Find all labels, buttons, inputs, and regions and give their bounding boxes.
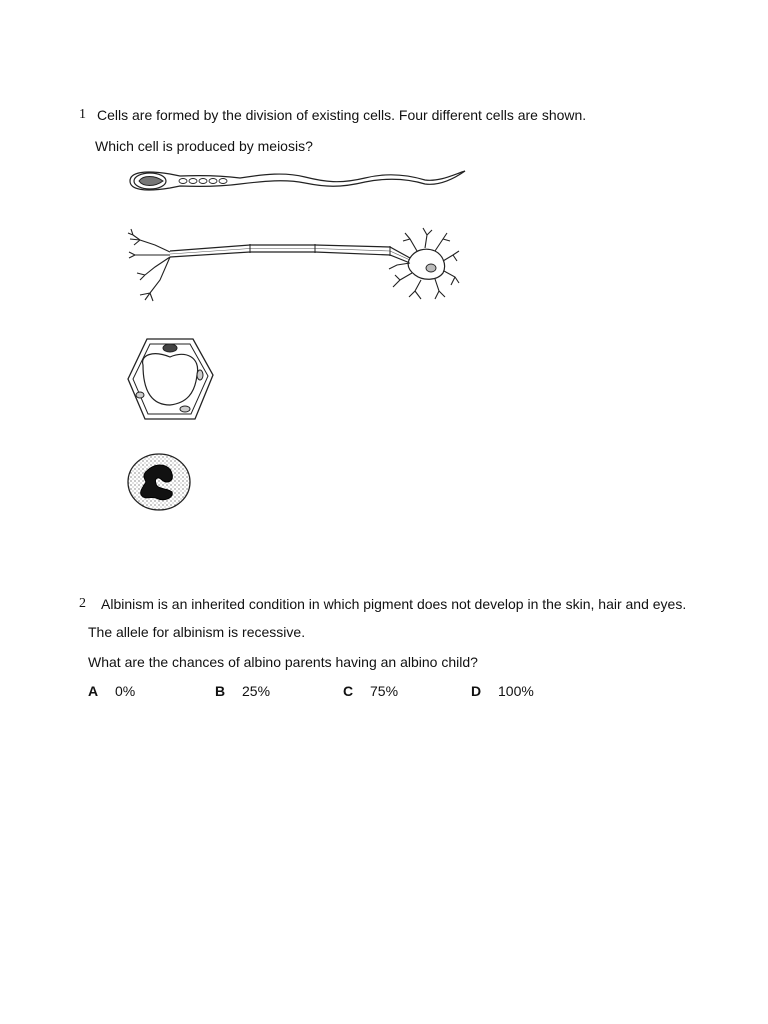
option-a-letter: A [88,683,99,699]
sperm-cell-illustration [125,166,470,196]
question-1-stem: Cells are formed by the division of existing cells. Four different cells are shown. [97,107,587,123]
question-2-prompt: What are the chances of albino parents having an albino child? [88,654,478,670]
option-b-letter: B [215,683,226,699]
question-1-number: 1 [79,107,86,122]
question-2-statement: The allele for albinism is recessive. [88,624,306,640]
question-1-prompt: Which cell is produced by meiosis? [95,138,313,154]
option-c-letter: C [343,683,354,699]
nerve-cell-illustration [125,225,460,305]
option-c-value: 75% [370,683,399,699]
option-d-value: 100% [498,683,534,699]
option-b-value: 25% [242,683,271,699]
question-2-stem: Albinism is an inherited condition in which pigment does not develop in the skin, hair and eyes. [101,596,687,612]
option-a-value: 0% [115,683,136,699]
plant-cell-illustration [125,335,215,425]
option-d-letter: D [471,683,482,699]
white-blood-cell-illustration [126,452,192,512]
question-2-number: 2 [79,596,86,611]
